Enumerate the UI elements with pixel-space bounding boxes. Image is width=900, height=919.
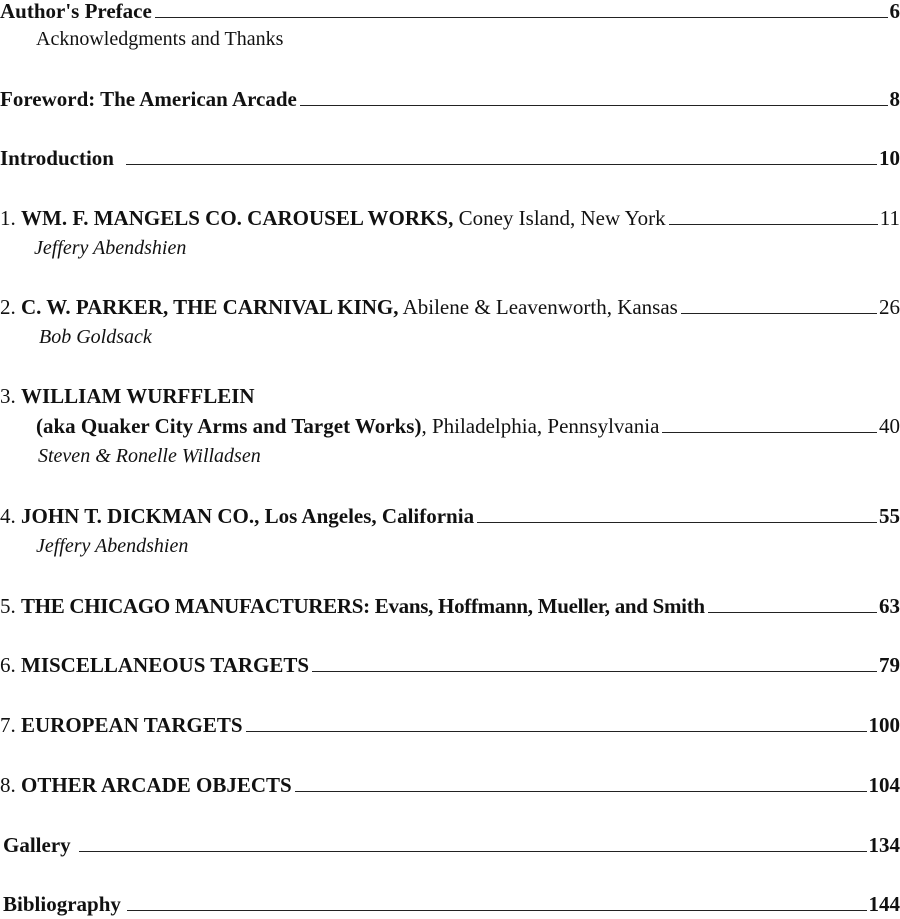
toc-row-chapter-8 [0,770,900,800]
chapter-title: THE CHICAGO MANUFACTURERS: Evans, Hoffmann, Mueller, and Smith [21,594,705,618]
chapter-number: 5. [0,594,16,618]
chapter-author: Bob Goldsack [39,323,152,351]
entry-title: Bibliography [3,889,121,919]
chapter-title: JOHN T. DICKMAN CO., Los Angeles, California [21,504,474,528]
chapter-entry [0,650,309,680]
chapter-author: Jeffery Abendshien [34,234,186,262]
toc-row-bibliography [3,889,900,919]
toc-row-chapter-4 [0,501,900,531]
toc-row-chapter-5 [0,591,900,621]
chapter-location: Abilene & Leavenworth, Kansas [403,295,678,319]
chapter-entry [0,710,243,740]
chapter-entry-continued [36,411,659,441]
page-number: 104 [869,770,900,800]
entry-subtitle: Acknowledgments and Thanks [36,25,283,53]
chapter-number: 1. [0,206,16,230]
dot-leader [79,831,867,852]
toc-row-chapter-6 [0,650,900,680]
toc-row-authors-preface [0,0,900,26]
chapter-title: WM. F. MANGELS CO. CAROUSEL WORKS, [21,206,453,230]
dot-leader [246,711,867,732]
entry-title: Author's Preface [0,0,152,26]
chapter-entry [0,203,666,233]
dot-leader [681,293,877,314]
entry-title: Introduction [0,143,114,173]
toc-row-chapter-7 [0,710,900,740]
toc-row-foreword [0,84,900,114]
chapter-title: EUROPEAN TARGETS [21,713,243,737]
dot-leader [669,204,878,225]
page-number: 55 [879,501,900,531]
chapter-entry [0,292,678,322]
chapter-author: Jeffery Abendshien [36,532,188,560]
page-number: 26 [879,292,900,322]
dot-leader [127,890,867,911]
chapter-title: C. W. PARKER, THE CARNIVAL KING, [21,295,399,319]
chapter-number: 2. [0,295,16,319]
page-number: 144 [869,889,900,919]
page-number: 63 [879,591,900,621]
page-number: 134 [869,830,900,860]
dot-leader [312,651,877,672]
toc-row-chapter-2 [0,292,900,322]
toc-row-gallery [3,830,900,860]
toc-row-chapter-3-continued [36,411,900,441]
page-number: 8 [890,84,900,114]
dot-leader [126,144,877,165]
page-number: 11 [880,203,900,233]
chapter-entry [0,381,255,411]
chapter-author: Steven & Ronelle Willadsen [38,442,261,470]
page-number: 79 [879,650,900,680]
entry-title: Foreword: The American Arcade [0,84,297,114]
page-number: 6 [890,0,900,26]
dot-leader [708,592,877,613]
toc-row-introduction [0,143,900,173]
chapter-number: 4. [0,504,16,528]
dot-leader [155,0,888,18]
toc-row-chapter-3 [0,381,900,411]
toc-row-chapter-1 [0,203,900,233]
page-number: 40 [879,411,900,441]
page-number: 100 [869,710,900,740]
entry-title: Gallery [3,830,71,860]
chapter-location: Coney Island, New York [459,206,666,230]
chapter-title: OTHER ARCADE OBJECTS [21,773,292,797]
dot-leader [477,502,877,523]
dot-leader [300,85,888,106]
chapter-number: 6. [0,653,16,677]
chapter-entry [0,501,474,531]
chapter-number: 8. [0,773,16,797]
chapter-number: 7. [0,713,16,737]
chapter-title: MISCELLANEOUS TARGETS [21,653,309,677]
page-number: 10 [879,143,900,173]
dot-leader [662,412,877,433]
chapter-aka: (aka Quaker City Arms and Target Works) [36,414,421,438]
dot-leader [295,771,867,792]
chapter-entry [0,591,705,621]
chapter-entry [0,770,292,800]
chapter-title: WILLIAM WURFFLEIN [21,384,255,408]
chapter-location: , Philadelphia, Pennsylvania [421,414,659,438]
chapter-number: 3. [0,384,16,408]
